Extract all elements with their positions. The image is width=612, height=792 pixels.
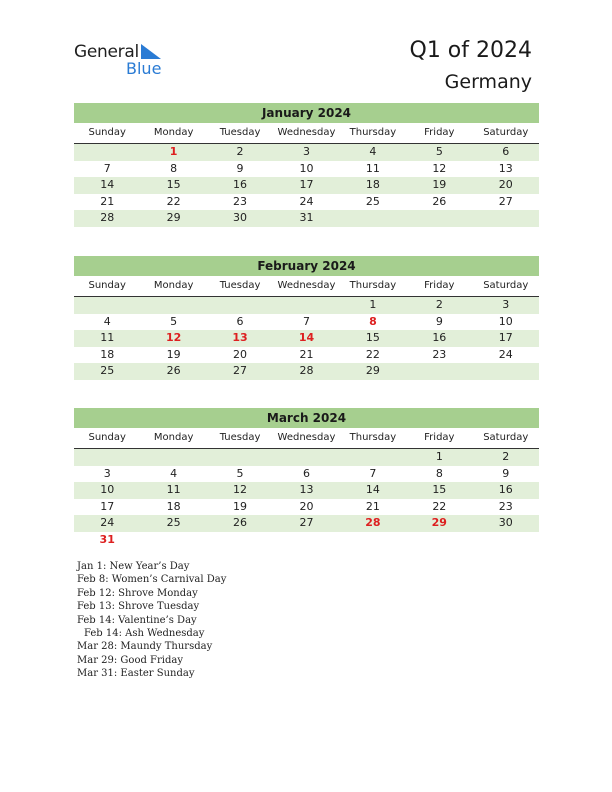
day-cell: 20 <box>299 499 314 513</box>
day-cell: 17 <box>299 178 314 191</box>
holiday-list-item: Feb 12: Shrove Monday <box>77 587 198 599</box>
day-cell: 23 <box>498 499 513 513</box>
day-cell: 20 <box>233 347 248 361</box>
logo-text-blue: Blue <box>126 59 162 78</box>
month-title: January 2024 <box>74 103 539 123</box>
day-cell <box>473 363 539 380</box>
logo-text-general: General <box>74 42 139 62</box>
week-row <box>74 297 539 314</box>
day-cell <box>406 210 472 227</box>
day-cell: 1 <box>435 450 443 463</box>
holiday-day-cell: 31 <box>99 532 115 546</box>
weekday-label: Saturday <box>483 432 529 443</box>
day-cell <box>473 210 539 227</box>
day-cell: 10 <box>100 483 115 496</box>
day-cell: 28 <box>299 364 314 377</box>
day-cell: 12 <box>233 483 248 496</box>
day-cell: 21 <box>365 499 380 513</box>
week-row <box>74 314 539 331</box>
day-cell: 27 <box>299 516 314 529</box>
day-cell <box>406 532 472 549</box>
weekday-label: Saturday <box>483 127 529 138</box>
day-cell: 15 <box>166 178 181 191</box>
holiday-list-item: Mar 29: Good Friday <box>77 654 183 666</box>
day-cell <box>273 297 339 314</box>
day-cell: 16 <box>432 331 447 344</box>
weekday-label: Thursday <box>349 280 397 291</box>
holiday-list-item: Mar 31: Easter Sunday <box>77 668 195 680</box>
day-cell: 30 <box>498 516 513 529</box>
weekday-header-row <box>74 276 539 297</box>
weekday-label: Thursday <box>349 432 397 443</box>
day-cell: 16 <box>498 483 513 496</box>
day-cell <box>273 449 339 466</box>
day-cell: 21 <box>100 194 115 208</box>
day-cell: 3 <box>302 145 310 158</box>
day-cell: 2 <box>502 450 510 463</box>
day-cell: 23 <box>432 347 447 361</box>
logo <box>74 42 174 78</box>
day-cell: 18 <box>100 347 115 361</box>
week-row <box>74 499 539 516</box>
day-cell: 5 <box>170 314 178 328</box>
week-row <box>74 194 539 211</box>
day-cell: 8 <box>435 466 443 480</box>
holiday-day-cell: 14 <box>298 331 315 344</box>
day-cell <box>406 363 472 380</box>
weekday-label: Saturday <box>483 280 529 291</box>
day-cell: 25 <box>365 194 380 208</box>
holiday-list <box>77 560 226 681</box>
day-cell: 10 <box>299 161 314 175</box>
day-cell: 19 <box>166 347 181 361</box>
day-cell <box>140 532 206 549</box>
day-cell: 8 <box>170 161 178 175</box>
day-cell: 27 <box>233 364 248 377</box>
day-cell: 22 <box>365 347 380 361</box>
holiday-list-item: Feb 14: Valentine’s Day <box>77 614 197 626</box>
weekday-label: Sunday <box>88 280 126 291</box>
day-cell: 19 <box>233 499 248 513</box>
day-cell: 29 <box>365 364 380 377</box>
day-cell: 9 <box>502 466 510 480</box>
day-cell: 10 <box>498 314 513 328</box>
day-cell: 16 <box>233 178 248 191</box>
day-cell: 4 <box>103 314 111 328</box>
day-cell: 9 <box>236 161 244 175</box>
day-cell <box>140 297 206 314</box>
week-row <box>74 210 539 227</box>
holiday-day-cell: 12 <box>165 331 182 344</box>
day-cell: 15 <box>432 483 447 496</box>
day-cell: 11 <box>100 331 115 344</box>
day-cell: 5 <box>435 145 443 158</box>
weekday-label: Wednesday <box>277 280 336 291</box>
week-row <box>74 515 539 532</box>
day-cell: 13 <box>299 483 314 496</box>
day-cell: 22 <box>432 499 447 513</box>
weekday-label: Wednesday <box>277 432 336 443</box>
day-cell <box>207 449 273 466</box>
day-cell <box>340 210 406 227</box>
day-cell: 7 <box>369 466 377 480</box>
weekday-label: Friday <box>424 127 455 138</box>
day-cell: 26 <box>432 194 447 208</box>
day-cell: 7 <box>103 161 111 175</box>
holiday-day-cell: 1 <box>169 145 178 158</box>
weekday-label: Wednesday <box>277 127 336 138</box>
weekday-header-row <box>74 428 539 449</box>
weekday-label: Monday <box>153 127 194 138</box>
day-cell: 25 <box>166 516 181 529</box>
month-february <box>74 256 539 380</box>
weekday-label: Monday <box>153 280 194 291</box>
day-cell: 6 <box>502 145 510 158</box>
weekday-label: Monday <box>153 432 194 443</box>
day-cell: 20 <box>498 178 513 191</box>
week-row <box>74 466 539 483</box>
day-cell <box>74 144 140 161</box>
day-cell: 13 <box>498 161 513 175</box>
week-row <box>74 532 539 549</box>
holiday-day-cell: 13 <box>232 331 248 344</box>
day-cell <box>74 449 140 466</box>
day-cell: 29 <box>166 211 181 224</box>
week-row <box>74 363 539 380</box>
day-cell: 9 <box>435 314 443 328</box>
day-cell: 2 <box>435 298 443 311</box>
month-title: February 2024 <box>74 256 539 276</box>
day-cell: 27 <box>498 194 513 208</box>
day-cell: 22 <box>166 194 181 208</box>
day-cell <box>340 532 406 549</box>
day-cell: 31 <box>299 211 314 224</box>
day-cell: 21 <box>299 347 314 361</box>
country-name: Germany <box>444 71 532 93</box>
weekday-label: Sunday <box>88 432 126 443</box>
weekday-label: Sunday <box>88 127 126 138</box>
day-cell: 23 <box>233 194 248 208</box>
day-cell <box>140 449 206 466</box>
holiday-day-cell: 28 <box>365 516 381 529</box>
day-cell: 6 <box>302 466 310 480</box>
day-cell: 19 <box>432 178 447 191</box>
holiday-list-item: Jan 1: New Year’s Day <box>77 561 190 572</box>
day-cell: 17 <box>100 499 115 513</box>
day-cell: 14 <box>365 483 380 496</box>
day-cell <box>473 532 539 549</box>
day-cell <box>340 449 406 466</box>
day-cell: 3 <box>502 298 510 311</box>
day-cell: 26 <box>166 364 181 377</box>
day-cell: 4 <box>369 145 377 158</box>
holiday-list-item: Feb 8: Women’s Carnival Day <box>77 574 227 586</box>
day-cell <box>207 297 273 314</box>
day-cell: 6 <box>236 314 244 328</box>
day-cell: 25 <box>100 364 115 377</box>
week-row <box>74 161 539 178</box>
weekday-label: Thursday <box>349 127 397 138</box>
weekday-header-row <box>74 123 539 144</box>
holiday-day-cell: 29 <box>431 516 447 529</box>
day-cell: 7 <box>302 314 310 328</box>
week-row <box>74 482 539 499</box>
month-title: March 2024 <box>74 408 539 428</box>
day-cell: 11 <box>166 483 181 496</box>
day-cell <box>273 532 339 549</box>
month-january <box>74 103 539 227</box>
day-cell: 14 <box>100 178 115 191</box>
day-cell: 17 <box>498 331 513 344</box>
day-cell: 12 <box>432 161 447 175</box>
week-row <box>74 177 539 194</box>
logo-triangle-icon <box>141 44 161 59</box>
weekday-label: Friday <box>424 432 455 443</box>
week-row <box>74 347 539 364</box>
day-cell: 24 <box>498 347 513 361</box>
day-cell: 18 <box>365 178 380 191</box>
weekday-label: Tuesday <box>219 432 261 443</box>
day-cell: 28 <box>100 211 115 224</box>
holiday-list-item: Mar 28: Maundy Thursday <box>77 641 213 653</box>
week-row <box>74 330 539 347</box>
day-cell: 24 <box>299 194 314 208</box>
day-cell <box>207 532 273 549</box>
day-cell: 3 <box>103 466 111 480</box>
weekday-label: Friday <box>424 280 455 291</box>
day-cell: 11 <box>365 161 380 175</box>
holiday-day-cell: 8 <box>369 314 377 328</box>
holiday-list-item: Feb 13: Shrove Tuesday <box>77 601 200 613</box>
day-cell: 1 <box>369 298 377 311</box>
day-cell: 30 <box>233 211 248 224</box>
holiday-list-item: Feb 14: Ash Wednesday <box>84 627 205 639</box>
page-title: Q1 of 2024 <box>409 38 532 63</box>
week-row <box>74 449 539 466</box>
day-cell: 4 <box>170 466 178 480</box>
day-cell: 2 <box>236 145 244 158</box>
weekday-label: Tuesday <box>219 280 261 291</box>
day-cell: 5 <box>236 466 244 480</box>
week-row <box>74 144 539 161</box>
weekday-label: Tuesday <box>219 127 261 138</box>
day-cell: 15 <box>365 331 380 344</box>
month-march <box>74 408 539 548</box>
day-cell: 24 <box>100 516 115 529</box>
day-cell: 26 <box>233 516 248 529</box>
day-cell: 18 <box>166 499 181 513</box>
day-cell <box>74 297 140 314</box>
